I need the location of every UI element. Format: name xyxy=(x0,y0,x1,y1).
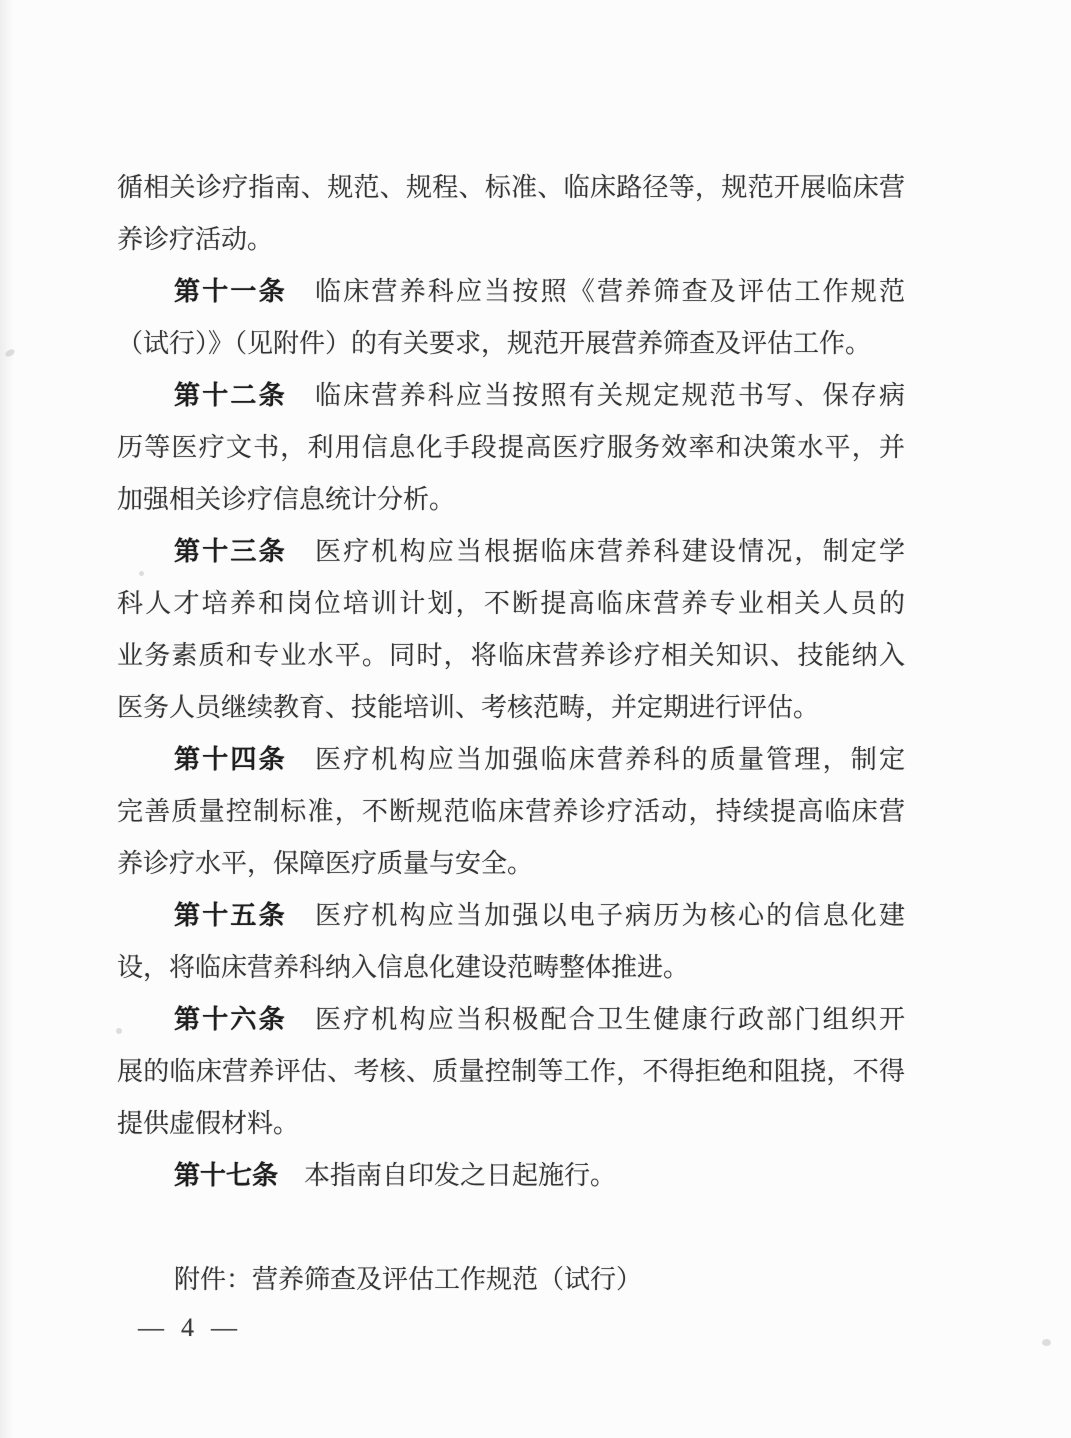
article-number: 第十六条 xyxy=(174,1005,287,1034)
document-line: 加强相关诊疗信息统计分析。 xyxy=(117,485,456,514)
article-line: 第十五条 医疗机构应当加强以电子病历为核心的信息化建 xyxy=(174,901,905,930)
document-line: 业务素质和专业水平。同时，将临床营养诊疗相关知识、技能纳入 xyxy=(117,641,905,670)
scan-speckle xyxy=(1042,1339,1051,1346)
article-number: 第十四条 xyxy=(174,745,287,774)
document-line: 养诊疗水平，保障医疗质量与安全。 xyxy=(117,849,534,878)
attachment-line: 附件：营养筛查及评估工作规范（试行） xyxy=(174,1265,643,1294)
document-line: 完善质量控制标准，不断规范临床营养诊疗活动，持续提高临床营 xyxy=(117,797,905,826)
document-line: 展的临床营养评估、考核、质量控制等工作，不得拒绝和阻挠，不得 xyxy=(117,1057,905,1086)
article-line: 第十七条 本指南自印发之日起施行。 xyxy=(174,1161,617,1190)
article-line: 第十二条 临床营养科应当按照有关规定规范书写、保存病 xyxy=(174,381,905,410)
page-number-dash-right: — xyxy=(211,1313,237,1342)
page-number xyxy=(138,1308,237,1348)
article-number: 第十一条 xyxy=(174,277,287,306)
document-line: 循相关诊疗指南、规范、规程、标准、临床路径等，规范开展临床营 xyxy=(117,173,905,202)
article-number: 第十七条 xyxy=(174,1161,279,1190)
document-line: 设，将临床营养科纳入信息化建设范畴整体推进。 xyxy=(117,953,690,982)
article-line: 第十六条 医疗机构应当积极配合卫生健康行政部门组织开 xyxy=(174,1005,905,1034)
article-number: 第十三条 xyxy=(174,537,287,566)
document-line: 历等医疗文书，利用信息化手段提高医疗服务效率和决策水平，并 xyxy=(117,433,905,462)
document-line: 提供虚假材料。 xyxy=(117,1109,300,1138)
document-line: 养诊疗活动。 xyxy=(117,225,274,254)
article-line: 第十一条 临床营养科应当按照《营养筛查及评估工作规范 xyxy=(174,277,905,306)
document-body xyxy=(117,162,905,1202)
page-number-value: 4 xyxy=(181,1313,194,1342)
document-line: 科人才培养和岗位培训计划，不断提高临床营养专业相关人员的 xyxy=(117,589,905,618)
document-line: （试行）》（见附件）的有关要求，规范开展营养筛查及评估工作。 xyxy=(117,329,872,358)
article-line: 第十四条 医疗机构应当加强临床营养科的质量管理，制定 xyxy=(174,745,905,774)
article-line: 第十三条 医疗机构应当根据临床营养科建设情况，制定学 xyxy=(174,537,905,566)
article-number: 第十五条 xyxy=(174,901,287,930)
document-line: 医务人员继续教育、技能培训、考核范畴，并定期进行评估。 xyxy=(117,693,820,722)
page-number-dash-left: — xyxy=(138,1313,164,1342)
article-number: 第十二条 xyxy=(174,381,287,410)
scan-speckle xyxy=(4,348,16,358)
